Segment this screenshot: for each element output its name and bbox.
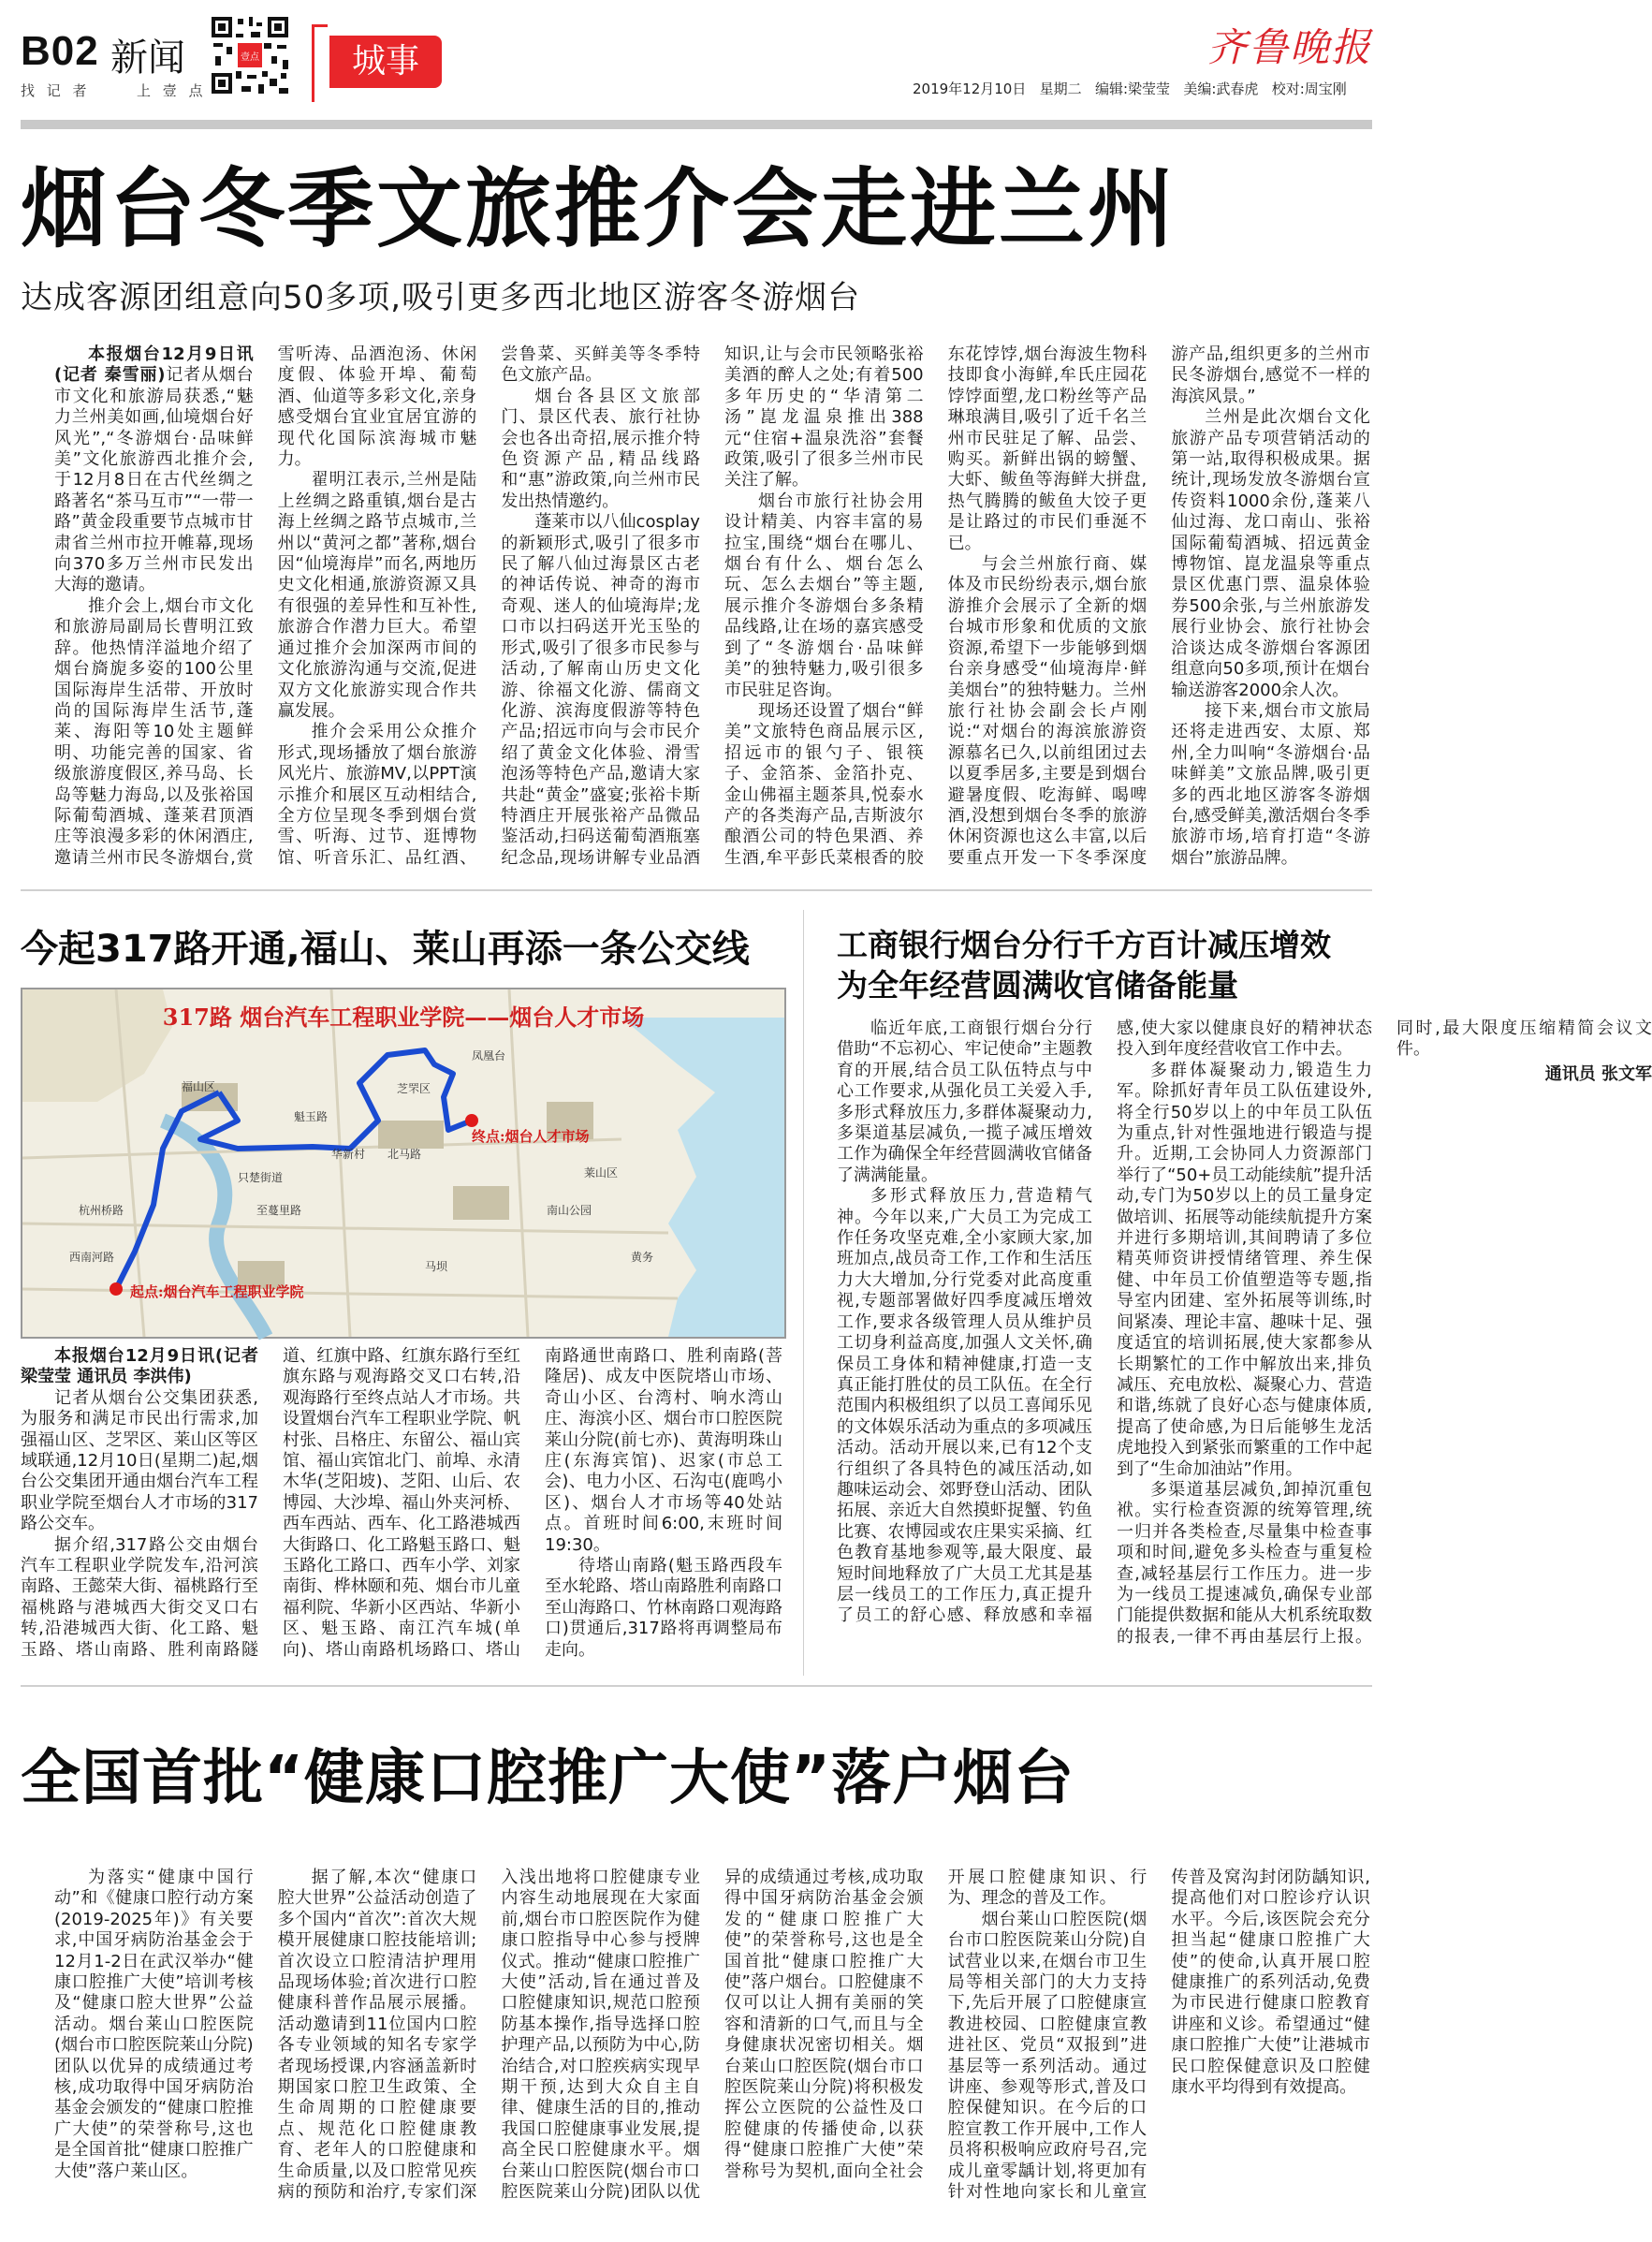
section-tag: 城事 bbox=[329, 36, 442, 88]
article2-body bbox=[21, 1346, 782, 1663]
article1-paragraph: 蓬莱市以八仙cosplay的新颖形式,吸引了很多市民了解八仙过海景区古老的神话传说、神奇的海市奇观、迷人的仙境海岸;龙口市以扫码送开光玉坠的形式,吸引了很多市民参与活动,了解南山历史文化游、徐福文化游、儒商文化游、滨海度假游等特色产品;招远市向与会市民介绍了黄金文化体验、滑雪泡汤等特色产品,邀请大家共赴“黄金”盛宴;张裕卡斯特酒庄开展张裕产品微品鉴活动,扫码送葡萄酒瓶塞纪念品,现场讲解专业品酒知识,让与会市民领略张裕美酒的醉人之处;有着500多年历史的“华清第二汤”崑龙温泉推出388元“住宿+温泉洗浴”套餐政策,吸引了很多兰州市民关注了解。 bbox=[501, 344, 924, 868]
map-place: 魁玉路 bbox=[294, 1110, 329, 1123]
top-rule bbox=[21, 120, 1372, 129]
article3-headline-line1: 工商银行烟台分行千方百计减压增效 bbox=[837, 927, 1331, 963]
qr-center-label: 壹点 bbox=[241, 52, 259, 63]
section-label: 新闻 bbox=[110, 37, 185, 80]
article1-paragraph: 兰州是此次烟台文化旅游产品专项营销活动的第一站,取得积极成果。据统计,现场发放冬游烟台宣传资料1000余份,蓬莱八仙过海、龙口南山、张裕国际葡萄酒城、招远黄金博物馆、崑龙温泉等重点景区优惠门票、温泉体验券500余张,与兰州旅游发展行业协会、旅行社协会洽谈达成冬游烟台客源团组意向50多项,预计在烟台输送游客2000余人次。 bbox=[1171, 407, 1370, 700]
issue-weekday: 星期二 bbox=[1039, 81, 1082, 97]
map-start-label: 起点:烟台汽车工程职业学院 bbox=[130, 1283, 304, 1300]
article1-byline: 本报烟台12月9日讯(记者 秦雪丽) bbox=[54, 344, 254, 386]
map-title: 317路 烟台汽车工程职业学院——烟台人才市场 bbox=[162, 1004, 645, 1031]
article3-paragraph: 临近年底,工商银行烟台分行借助“不忘初心、牢记使命”主题教育的开展,结合员工队伍特点与中心工作要求,从强化员工关爱入手,多形式释放压力,多群体凝聚动力,多渠道基层减负,一揽子减压增效工作为确保全年经营圆满收官储备了满满能量。 bbox=[837, 1018, 1092, 1185]
map-place: 莱山区 bbox=[584, 1166, 619, 1180]
map-place: 芝罘区 bbox=[397, 1082, 431, 1095]
article2-headline: 今起317路开通,福山、莱山再添一条公交线 bbox=[21, 928, 750, 971]
page-number: B02 bbox=[21, 28, 99, 74]
article1-paragraph: 推介会上,烟台市文化和旅游局副局长曹明江致辞。他热情洋溢地介绍了烟台旖旎多姿的100公里国际海岸生活带、开放时尚的国际海岸生活节,蓬莱、海阳等10处主题鲜明、功能完善的国家、省级旅游度假区,养马岛、长岛等魅力海岛,以及张裕国际葡萄酒城、蓬莱君顶酒庄等浪漫多彩的休闲酒庄,邀请兰州市民冬游烟台,赏雪听涛、品酒泡汤、休闲度假、体验开埠、葡萄酒、仙道等多彩文化,亲身感受烟台宜业宜居宜游的现代化国际滨海城市魅力。 bbox=[54, 344, 477, 868]
article3-paragraph: 多形式释放压力,营造精气神。今年以来,广大员工为完成工作任务攻坚克难,全小家顾大家,加班加点,战员奇工作,工作和生活压力大大增加,分行党委对此高度重视,专题部署做好四季度减压增效工作,要求各级管理人员从维护员工切身利益高度,加强人文关怀,确保员工身体和精神健康,打造一支真正能打胜仗的员工队伍。在全行范围内积极组织了以员工喜闻乐见的文体娱乐活动为重点的多项减压活动。活动开展以来,已有12个支行组织了各具特色的减压活动,如趣味运动会、郊野登山活动、团队拓展、亲近大自然摸虾捉蟹、钓鱼比赛、农博园或农庄果实采摘、红色教育基地参观等,最大限度、最短时间地释放了广大员工尤其是基层一线员工的工作压力,真正提升了员工的舒心感、释放感和幸福感,使大家以健康良好的精神状态投入到年度经营收官工作中去。 bbox=[837, 1018, 1372, 1626]
map-place: 西南河路 bbox=[69, 1251, 115, 1264]
article3-paragraph: 多群体凝聚动力,锻造生力军。除抓好青年员工队伍建设外,将全行50岁以上的中年员工队伍为重点,针对性强地进行锻造与提升。近期,工会协同人力资源部门举行了“50+员工动能续航”提升活动,专门为50岁以上的员工量身定做培训、拓展等动能续航提升方案并进行多期培训,其间聘请了多位精英师资讲授情绪管理、养生保健、中年员工价值塑造等专题,指导室内团建、室外拓展等训练,时间紧凑、理论丰富、趣味十足、强度适宜的培训拓展,使大家都参从长期繁忙的工作中解放出来,排负减压、充电放松、凝聚心力、营造和谐,练就了良好心态与健康体质,提高了使命感,为日后能够生龙活虎地投入到紧张而繁重的工作中起到了“生命加油站”作用。 bbox=[1117, 1060, 1372, 1479]
route-end-marker bbox=[465, 1114, 478, 1127]
map-place: 北马路 bbox=[387, 1148, 422, 1161]
art-editor: 美编:武春虎 bbox=[1183, 81, 1259, 97]
article1-paragraph: 烟台市旅行社协会用设计精美、内容丰富的易拉宝,围绕“烟台在哪儿、烟台有什么、烟台怎么玩、怎么去烟台”等主题,展示推介冬游烟台多条精品线路,让在场的嘉宾感受到了“冬游烟台·品味鲜美”的独特魅力,吸引很多市民驻足咨询。 bbox=[724, 491, 924, 700]
map-place: 至蔓里路 bbox=[256, 1204, 302, 1217]
proofreader: 校对:周宝刚 bbox=[1271, 81, 1347, 97]
article2-paragraph: 记者从烟台公交集团获悉,为服务和满足市民出行需求,加强福山区、芝罘区、莱山区等区域联通,12月10日(星期二)起,烟台公交集团开通由烟台汽车工程职业学院至烟台人才市场的317路公交车。 bbox=[21, 1387, 258, 1534]
article1-headline: 烟台冬季文旅推介会走进兰州 bbox=[21, 159, 1177, 259]
article3-byline: 通讯员 张文军 bbox=[1544, 1063, 1652, 1084]
map-end-label: 终点:烟台人才市场 bbox=[472, 1128, 590, 1145]
article4-paragraph: 据了解,本次“健康口腔大世界”公益活动创造了多个国内“首次”:首次大规模开展健康口腔技能培训;首次设立口腔清洁护理用品现场体验;首次进行口腔健康科普作品展示展播。活动邀请到11位国内口腔各专业领域的知名专家学者现场授课,内容涵盖新时期国家口腔卫生政策、全生命周期的口腔健康要点、规范化口腔健康教育、老年人的口腔健康和生命质量,以及口腔常见疾病的预防和治疗,专家们深入浅出地将口腔健康专业内容生动地展现在大家面前,烟台市口腔医院作为健康口腔指导中心参与授牌仪式。推动“健康口腔推广大使”活动,旨在通过普及口腔健康知识,规范口腔预防基本操作,指导选择口腔护理产品,以预防为中心,防治结合,对口腔疾病实现早期干预,达到大众自主自律、健康生活的目的,推动我国口腔健康事业发展,提高全民口腔健康水平。烟台莱山口腔医院(烟台市口腔医院莱山分院)团队以优异的成绩通过考核,成功取得中国牙病防治基金会颁发的“健康口腔推广大使”的荣誉称号,这也是全国首批“健康口腔推广大使”落户烟台。口腔健康不仅可以让人拥有美丽的笑容和清新的口气,而且与全身健康状况密切相关。烟台莱山口腔医院(烟台市口腔医院莱山分院)将积极发挥公立医院的公益性及口腔健康的传播使命,以获得“健康口腔推广大使”荣誉称号为契机,面向全社会开展口腔健康知识、行为、理念的普及工作。 bbox=[277, 1868, 1148, 2203]
map-place: 南山公园 bbox=[547, 1204, 592, 1217]
map-place: 黄务 bbox=[631, 1251, 654, 1264]
map-place: 杭州桥路 bbox=[79, 1204, 124, 1217]
section-tag-bracket bbox=[312, 24, 328, 102]
qr-code-icon bbox=[208, 13, 292, 97]
article1-paragraph: 接下来,烟台市文旅局还将走进西安、太原、郑州,全力叫响“冬游烟台·品味鲜美”文旅品牌,吸引更多的西北地区游客冬游烟台,感受鲜美,激活烟台冬季旅游市场,培育打造“冬游烟台”旅游品牌。 bbox=[1171, 700, 1370, 868]
article1-body: 本报烟台12月9日讯(记者 秦雪丽)记者从烟台市文化和旅游局获悉,“魅力兰州美如画,仙境烟台好风光”,“冬游烟台·品味鲜美”文化旅游西北推介会,于12月8日在古代丝绸之路著名“茶马互市”“一带一路”黄金段重要节点城市甘肃省兰州市拉开帷幕,现场向370多万兰州市民发出大海的邀请。 推介会上,烟台市文化和旅游局副局长曹明江致辞。他热情洋溢地介绍了烟台旖旎多姿的100公里国际海岸生活带、开放时尚的国际海岸生活节,蓬莱、海阳等10处主题鲜明、功能完善的国家、省级旅游度假区,养马岛、长岛等魅力海岛,以及张裕国际葡萄酒城、蓬莱君顶酒庄等浪漫多彩的休闲酒庄,邀请兰州市民冬游烟台,赏雪听涛、品酒泡汤、休闲度假、体验开埠、葡萄酒、仙道等多彩文化,亲身感受烟台宜业宜居宜游的现代化国际滨海城市魅力。 翟明江表示,兰州是陆上丝绸之路重镇,烟台是古海上丝绸之路节点城市,兰州以“黄河之都”著称,烟台因“仙境海岸”而名,两地历史文化相通,旅游资源又具有很强的差异性和互补性,旅游合作潜力巨大。希望通过推介会加深两市间的文化旅游沟通与交流,促进双方文化旅游实现合作共赢发展。 推介会采用公众推介形式,现场播放了烟台旅游风光片、旅游MV,以PPT演示推介和展区互动相结合,全方位呈现冬季到烟台赏雪、听海、过节、逛博物馆、听音乐汇、品红酒、尝鲁菜、买鲜美等冬季特色文旅产品。 烟台各县区文旅部门、景区代表、旅行社协会也各出奇招,展示推介特色资源产品,精品线路和“惠”游政策,向兰州市民发出热情邀约。 蓬莱市以八仙cosplay的新颖形式,吸引了很多市民了解八仙过海景区古老的神话传说、神奇的海市奇观、迷人的仙境海岸;龙口市以扫码送开光玉坠的形式,吸引了很多市民参与活动,了解南山历史文化游、徐福文化游、儒商文化游、滨海度假游等特色产品;招远市向与会市民介绍了黄金文化体验、滑雪泡汤等特色产品,邀请大家共赴“黄金”盛宴;张裕卡斯特酒庄开展张裕产品微品鉴活动,扫码送葡萄酒瓶塞纪念品,现场讲解专业品酒知识,让与会市民领略张裕美酒的醉人之处;有着500多年历史的“华清第二汤”崑龙温泉推出388元“住宿+温泉洗浴”套餐政策,吸引了很多兰州市民关注了解。 烟台市旅行社协会用设计精美、内容丰富的易拉宝,围绕“烟台在哪儿、烟台有什么、烟台怎么玩、怎么去烟台”等主题,展示推介冬游烟台多条精品线路,让在场的嘉宾感受到了“冬游烟台·品味鲜美”的独特魅力,吸引很多市民驻足咨询。 现场还设置了烟台“鲜美”文旅特色商品展示区,招远市的银勺子、银筷子、金箔茶、金箔扑克、金山佛福主题茶具,悦泰水产的各类海产品,吉斯波尔酿酒公司的特色果酒、养生酒,牟平彭氏菜根香的胶东花饽饽,烟台海波生物科技即食小海鲜,牟氏庄园花饽饽面塑,龙口粉丝等产品琳琅满目,吸引了近千名兰州市民驻足了解、品尝、购买。新鲜出锅的螃蟹、大虾、鲅鱼等海鲜大拼盘,热气腾腾的鲅鱼大饺子更是让路过的市民们垂涎不已。 与会兰州旅行商、媒体及市民纷纷表示,烟台旅游推介会展示了全新的烟台城市形象和优质的文旅资源,希望下一步能够到烟台亲身感受“仙境海岸·鲜美烟台”的独特魅力。兰州旅行社协会副会长卢刚说:“对烟台的海滨旅游资源慕名已久,以前组团过去以夏季居多,主要是到烟台避暑度假、吃海鲜、喝啤酒,没想到烟台冬季的旅游休闲资源也这么丰富,以后要重点开发一下冬季深度游产品,组织更多的兰州市民冬游烟台,感觉不一样的海滨风景。” 兰州是此次烟台文化旅游产品专项营销活动的第一站,取得积极成果。据统计,现场发放冬游烟台宣传资料1000余份,蓬莱八仙过海、龙口南山、张裕国际葡萄酒城、招远黄金博物馆、崑龙温泉等重点景区优惠门票、温泉体验券500余张,与兰州旅游发展行业协会、旅行社协会洽谈达成冬游烟台客源团组意向50多项,预计在烟台输送游客2000余人次。 接下来,烟台市文旅局还将走进西安、太原、郑州,全力叫响“冬游烟台·品味鲜美”文旅品牌,吸引更多的西北地区游客冬游烟台,感受鲜美,激活烟台冬季旅游市场,培育打造“冬游烟台”旅游品牌。 bbox=[54, 344, 1370, 871]
map-place: 只楚街道 bbox=[238, 1171, 284, 1184]
map-place: 马坝 bbox=[425, 1260, 448, 1273]
map-place: 华新村 bbox=[331, 1148, 366, 1161]
article1-paragraph: 翟明江表示,兰州是陆上丝绸之路重镇,烟台是古海上丝绸之路节点城市,兰州以“黄河之都”著称,烟台因“仙境海岸”而名,两地历史文化相通,旅游资源又具有很强的差异性和互补性,旅游合作潜力巨大。希望通过推介会加深两市间的文化旅游沟通与交流,促进双方文化旅游实现合作共赢发展。 bbox=[277, 470, 477, 721]
column-separator bbox=[803, 910, 804, 1676]
article1-paragraph: 现场还设置了烟台“鲜美”文旅特色商品展示区,招远市的银勺子、银筷子、金箔茶、金箔扑克、金山佛福主题茶具,悦泰水产的各类海产品,吉斯波尔酿酒公司的特色果酒、养生酒,牟平彭氏菜根香的胶东花饽饽,烟台海波生物科技即食小海鲜,牟氏庄园花饽饽面塑,龙口粉丝等产品琳琅满目,吸引了近千名兰州市民驻足了解、品尝、购买。新鲜出锅的螃蟹、大虾、鲅鱼等海鲜大拼盘,热气腾腾的鲅鱼大饺子更是让路过的市民们垂涎不已。 bbox=[724, 344, 1148, 868]
article4-paragraph: 烟台莱山口腔医院(烟台市口腔医院莱山分院)自试营业以来,在烟台市卫生局等相关部门的大力支持下,先后开展了口腔健康宣教进校园、口腔健康宣教进社区、党员“双报到”进基层等一系列活动。通过讲座、参观等形式,普及口腔保健知识。在今后的口腔宣教工作开展中,工作人员将积极响应政府号召,完成儿童零龋计划,将更加有针对性地向家长和儿童宣传普及窝沟封闭防龋知识,提高他们对口腔诊疗认识水平。今后,该医院会充分担当起“健康口腔推广大使”的使命,认真开展口腔健康推广的系列活动,免费为市民进行健康口腔教育讲座和义诊。希望通过“健康口腔推广大使”让港城市民口腔保健意识及口腔健康水平均得到有效提高。 bbox=[947, 1868, 1370, 2203]
newspaper-brand: 齐鲁晚报 bbox=[1206, 24, 1372, 70]
article1-paragraph: 与会兰州旅行商、媒体及市民纷纷表示,烟台旅游推介会展示了全新的烟台城市形象和优质的文旅资源,希望下一步能够到烟台亲身感受“仙境海岸·鲜美烟台”的独特魅力。兰州旅行社协会副会长卢刚说:“对烟台的海滨旅游资源慕名已久,以前组团过去以夏季居多,主要是到烟台避暑度假、吃海鲜、喝啤酒,没想到烟台冬季的旅游休闲资源也这么丰富,以后要重点开发一下冬季深度游产品,组织更多的兰州市民冬游烟台,感觉不一样的海滨风景。” bbox=[947, 344, 1370, 868]
issue-date: 2019年12月10日 bbox=[913, 81, 1027, 97]
article2-byline: 本报烟台12月9日讯(记者 梁莹莹 通讯员 李洪伟) bbox=[21, 1346, 258, 1387]
find-reporter-label: 找 记 者 bbox=[21, 82, 91, 99]
separator bbox=[21, 1685, 1372, 1687]
map-place: 福山区 bbox=[182, 1080, 216, 1093]
article1-paragraph: 推介会采用公众推介形式,现场播放了烟台旅游风光片、旅游MV,以PPT演示推介和展区互动相结合,全方位呈现冬季到烟台赏雪、听海、过节、逛博物馆、听音乐汇、品红酒、尝鲁菜、买鲜美等冬季特色文旅产品。 bbox=[277, 344, 700, 868]
route-start-marker bbox=[110, 1282, 123, 1296]
article1-paragraph: 烟台各县区文旅部门、景区代表、旅行社协会也各出奇招,展示推介特色资源产品,精品线路和“惠”游政策,向兰州市民发出热情邀约。 bbox=[501, 386, 700, 511]
editor: 编辑:梁莹莹 bbox=[1095, 81, 1171, 97]
article2-paragraph: 据介绍,317路公交由烟台汽车工程职业学院发车,沿河滨南路、王懿荣大街、福桃路行至福桃路与港城西大街交叉口右转,沿港城西大街、化工路、魁玉路、塔山南路、胜利南路隧道、红旗中路、红旗东路行至红旗东路与观海路交叉口右转,沿观海路行至终点站人才市场。共设置烟台汽车工程职业学院、帆村张、吕格庄、东留公、福山宾馆、福山宾馆北门、前埠、永清木华(芝阳坡)、芝阳、山后、农博园、大沙埠、福山外夹河桥、西车西站、西车、化工路港城西大街路口、化工路魁玉路口、魁玉路化工路口、西车小学、刘家南街、桦林颐和苑、烟台市儿童福利院、华新小区西站、华新小区、魁玉路、南江汽车城(单向)、塔山南路机场路口、塔山南路通世南路口、胜利南路(菩隆居)、成友中医院塔山市场、奇山小区、台湾村、响水湾山庄、海滨小区、烟台市口腔医院莱山分院(前七亦)、黄海明珠山庄(东海宾馆)、迟家(市总工会)、电力小区、石沟屯(鹿鸣小区)、烟台人才市场等40处站点。首班时间6:00,末班时间19:30。 bbox=[21, 1346, 782, 1660]
article4-body bbox=[54, 1868, 1370, 2223]
bus-route-map bbox=[21, 988, 786, 1339]
app-label: 上 壹 点 bbox=[137, 82, 207, 99]
article2-paragraph: 待塔山南路(魁玉路西段车至水轮路、塔山南路胜利南路口至山海路口、竹林南路口观海路口)贯通后,317路将再调整局布走向。 bbox=[545, 1556, 782, 1660]
article3-body bbox=[837, 1018, 1652, 1664]
separator bbox=[21, 889, 1372, 891]
article3-paragraph: 多渠道基层减负,卸掉沉重包袱。实行检查资源的统筹管理,统一归并各类检查,尽量集中检查事项和时间,避免多头检查与重复检查,减轻基层行工作压力。进一步为一线员工提速减负,确保专业部门能提供数据和能从大机系统取数的报表,一律不再由基层行上报。同时,最大限度压缩精简会议文件。 bbox=[1117, 1018, 1652, 1647]
article4-paragraph: 为落实“健康中国行动”和《健康口腔行动方案(2019-2025年)》有关要求,中国牙病防治基金会于12月1-2日在武汉举办“健康口腔推广大使”培训考核及“健康口腔大世界”公益活动。烟台莱山口腔医院(烟台市口腔医院莱山分院)团队以优异的成绩通过考核,成功取得中国牙病防治基金会颁发的“健康口腔推广大使”的荣誉称号,这也是全国首批“健康口腔推广大使”落户莱山区。 bbox=[54, 1868, 254, 2181]
article4-headline: 全国首批“健康口腔推广大使”落户烟台 bbox=[21, 1744, 1075, 1813]
article1-subheadline: 达成客源团组意向50多项,吸引更多西北地区游客冬游烟台 bbox=[21, 279, 861, 316]
map-place: 凤凰台 bbox=[472, 1049, 506, 1062]
article3-headline-line2: 为全年经营圆满收官储备能量 bbox=[837, 967, 1238, 1004]
issue-info bbox=[913, 79, 1347, 98]
